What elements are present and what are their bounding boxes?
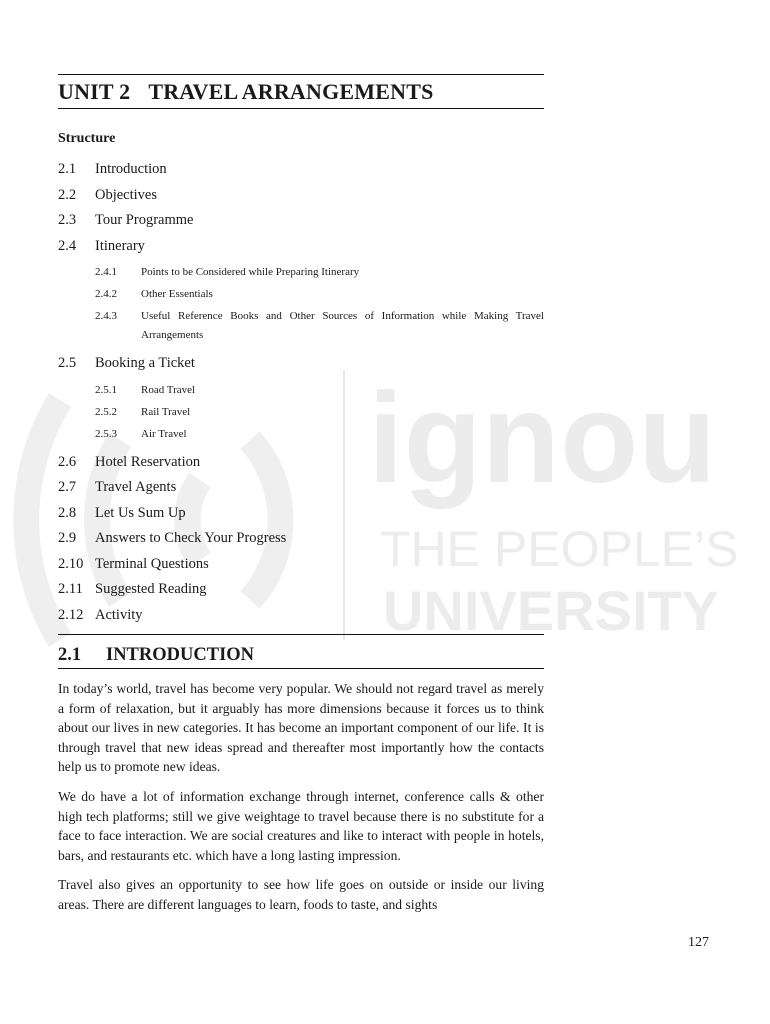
toc-item-2-6: 2.6 Hotel Reservation (58, 453, 201, 470)
toc-subitem-2-4-3: 2.4.3 Useful Reference Books and Other Sources of Information while Making Travel Arrangements (95, 310, 544, 341)
toc-subitem-2-4-1: 2.4.1 Points to be Considered while Preparing Itinerary (95, 266, 360, 278)
watermark-ignou-text: ignou (368, 367, 717, 510)
toc-item-2-12: 2.12 Activity (58, 606, 143, 623)
toc-item-2-11: 2.11 Suggested Reading (58, 581, 207, 598)
toc-item-2-4: 2.4 Itinerary (58, 237, 145, 254)
section-bottom-rule (58, 668, 544, 669)
section-heading-introduction: 2.1 INTRODUCTION (58, 645, 255, 665)
toc-subitem-2-5-1: 2.5.1 Road Travel (95, 383, 196, 396)
toc-item-2-8: 2.8 Let Us Sum Up (58, 504, 186, 521)
page-content (58, 74, 544, 915)
unit-title (58, 75, 544, 108)
toc-item-2-1: 2.1 Introduction (58, 161, 167, 178)
unit-number: UNIT 2 (58, 79, 131, 104)
intro-paragraph-3: Travel also gives an opportunity to see how life goes on outside or inside our living areas. There are different languages to learn, foods to taste, and sights (58, 877, 544, 912)
page-number: 127 (688, 935, 709, 950)
title-bottom-rule (58, 108, 544, 109)
toc-subitem-2-5-3: 2.5.3 Air Travel (95, 427, 187, 440)
toc-item-2-5: 2.5 Booking a Ticket (58, 355, 195, 372)
watermark-peoples-text: THE PEOPLE’S (380, 521, 739, 577)
toc-item-2-9: 2.9 Answers to Check Your Progress (58, 530, 287, 547)
toc-item-2-10: 2.10 Terminal Questions (58, 555, 209, 572)
section-top-rule (58, 634, 544, 635)
intro-paragraph-2: We do have a lot of information exchange through internet, conference calls & other high tech platforms; still we give weightage to travel because there is no substitute for a face to face interaction. We are social creatures and like to interact with people in hotels, bars, and restaurants etc. which have a long lasting impression. (58, 788, 544, 863)
structure-heading: Structure (58, 131, 116, 146)
toc-item-2-2: 2.2 Objectives (58, 186, 158, 203)
unit-name: TRAVEL ARRANGEMENTS (148, 79, 434, 104)
toc-item-2-7: 2.7 Travel Agents (58, 479, 177, 496)
watermark-university-text: UNIVERSITY (383, 579, 720, 642)
toc-subsection-2-5 (58, 381, 544, 444)
toc-subitem-2-4-2: 2.4.2 Other Essentials (95, 288, 213, 300)
toc-subsection-2-4 (58, 263, 544, 345)
toc-subitem-2-5-2: 2.5.2 Rail Travel (95, 405, 191, 418)
table-of-contents (58, 157, 544, 628)
intro-paragraph-1: In today’s world, travel has become very popular. We should not regard travel as merely a form of relaxation, but it arguably has more dimensions because it forces us to think about our lives in new categories. It has become an important component of our life. It is through travel that new ideas spread and thereafter most importantly how the contacts help us to promote new ideas. (58, 681, 544, 775)
toc-item-2-3: 2.3 Tour Programme (58, 212, 194, 229)
